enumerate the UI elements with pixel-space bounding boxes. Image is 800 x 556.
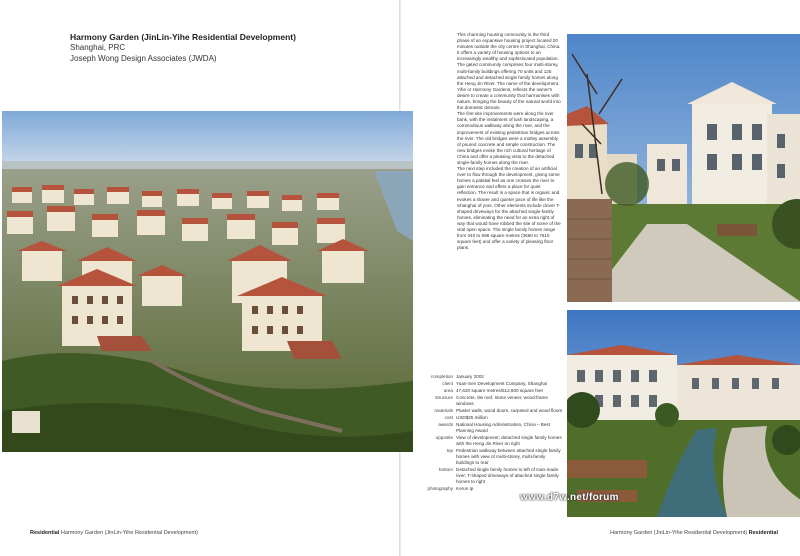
spec-label: bottom: [438, 467, 453, 472]
spec-label: photography: [427, 486, 453, 491]
spec-value: National Housing Administration, China – Best Planning Award: [456, 422, 550, 433]
spec-value: January 2002: [456, 374, 484, 379]
spec-label: top: [446, 448, 453, 453]
spec-label: area: [443, 388, 453, 393]
spec-row: [418, 381, 564, 387]
body-paragraph: The next step included the creation of an artificial river to flow through the development, giving some homes a palatial feel as one crosses the river to gain entrance and offers a place for quiet reflection. The result is a space that is organic and evokes a slower and quieter pace of life like the Shanghai of yore. Other elements include clever T-shaped driveways for the attached single-family homes, eliminating the need for an extra right of way that would have robbed the site of some of the vital open space. The single family homes range from 340 to 698 square metres (3660 to 7510 square feet) and offer a variety of pleasing floor plans.: [457, 166, 561, 251]
footer-title: Harmony Garden (JinLin-Yihe Residential Development): [610, 530, 748, 536]
body-text: [457, 32, 561, 251]
spec-value: Pedestrian walkway between attached single family homes with view of multi-storey, multi-family buildings to rear: [456, 448, 561, 465]
spec-row: [418, 395, 564, 407]
project-location: Shanghai, PRC: [70, 43, 126, 52]
spec-label: client: [442, 381, 453, 386]
spec-row: [418, 408, 564, 414]
spec-row: [418, 415, 564, 421]
spec-row: [418, 422, 564, 434]
spec-label: awards: [438, 422, 453, 427]
body-paragraph: The gated community comprises four multi-storey, multi-family buildings offering 70 units and 125 attached and detached single family homes along the Heng Jin River. The name of the development, Yihe or Harmony Gardens, reflects the owner's desire to create a community that harmonises with nature, bringing the beauty of the natural world into the domestic domain.: [457, 62, 561, 111]
project-architect: Joseph Wong Design Associates (JWDA): [70, 54, 217, 63]
spec-value: Yuan-Sen Development Company, Shanghai: [456, 381, 548, 386]
spec-value: View of development; detached single family homes with the Heng Jin River on right: [456, 435, 562, 446]
spec-label: completion: [430, 374, 453, 379]
watermark: www.d7w.net/forum: [520, 492, 619, 503]
spec-row: [418, 448, 564, 466]
aerial-photo: [2, 111, 413, 452]
spec-value: Kerun Ip: [456, 486, 474, 491]
project-title: Harmony Garden (JinLin-Yihe Residential Development): [70, 32, 296, 42]
river-photo: [567, 310, 800, 517]
spec-label: materials: [434, 408, 453, 413]
spec-value: Detached single family homes to left of man-made river; T-shaped driveways of attached single family homes to right: [456, 467, 559, 484]
spec-value: USD$25 million: [456, 415, 488, 420]
spec-label: cost: [444, 415, 453, 420]
footer-title: Harmony Garden (JinLin-Yihe Residential Development): [60, 530, 198, 536]
footer-right: [610, 530, 778, 536]
spec-row: [418, 374, 564, 380]
spec-label: structure: [435, 395, 453, 400]
walkway-photo: [567, 34, 800, 302]
body-paragraph: This charming housing community is the third phase of an expansive housing project located 20 minutes outside the city centre in Shanghai, China. It offers a variety of housing options to an increasingly wealthy and sophisticated population.: [457, 32, 561, 62]
body-paragraph: The first site improvements were along the river bank, with the instalment of lush landscaping, a commodious walkway along the river, and the improvement of existing pedestrian bridges across the river. The old bridges were a motley assembly of poured concrete and simple construction. The new bridges evoke the rich cultural heritage of China and offer a pleasing vista to the detached single-family homes along the river.: [457, 111, 560, 165]
project-specs: [418, 374, 564, 493]
spec-row: [418, 467, 564, 485]
footer-section: Residential: [30, 530, 60, 536]
footer-section: Residential: [748, 530, 778, 536]
spec-row: [418, 388, 564, 394]
spec-row: [418, 435, 564, 447]
spec-value: Concrete, tile roof, stone veneer, wood-frame windows: [456, 395, 548, 406]
footer-left: [30, 530, 198, 536]
spec-label: opposite: [435, 435, 453, 440]
spec-value: Plaster walls, wood doors, carpeted and wood floors: [456, 408, 563, 413]
spec-value: 47,620 square metres/512,600 square feet: [456, 388, 543, 393]
